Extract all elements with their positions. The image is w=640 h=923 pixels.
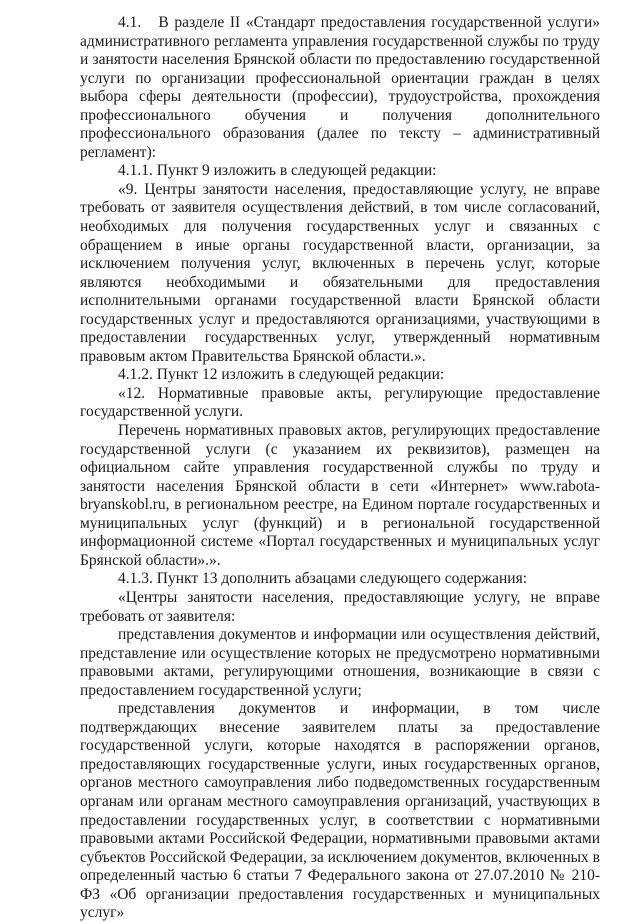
paragraph-legal-acts-list: Перечень нормативных правовых актов, регулирующих предоставление государственной услуги (с указанием их реквизитов), размещен на официальном сайте управления государственной службы по труду и занятости населения Брянской области в сети «Интернет» www.rabota-bryanskobl.ru, в региональном реестре, на Едином портале государственных и муниципальных услуг (функций) и в региональной государственной информационной системе «Портал государственных и муниципальных услуг Брянской области».». bbox=[80, 422, 600, 569]
paragraph-4-1-3-heading: 4.1.3. Пункт 13 дополнить абзацами следующего содержания: bbox=[118, 570, 528, 588]
paragraph-4-1-2-heading: 4.1.2. Пункт 12 изложить в следующей редакции: bbox=[118, 366, 445, 384]
paragraph-point-13-intro: «Центры занятости населения, предоставляющие услугу, не вправе требовать от заявителя: bbox=[80, 588, 600, 625]
document-page bbox=[80, 14, 600, 923]
paragraph-point-13-item-2: представления документов и информации, в том числе подтверждающих внесение заявителем платы за предоставление государственной услуги, которые находятся в распоряжении органов, предоставляющих государственные услуги, иных государственных органов, органов местного самоуправления либо подведомственных государственным органам или органам местного самоуправления организаций, участвующих в предоставлении государственных услуг, в соответствии с нормативными правовыми актами Российской Федерации, нормативными правовыми актами субъектов Российской Федерации, за исключением документов, включенных в определенный частью 6 статьи 7 Федерального закона от 27.07.2010 № 210-ФЗ «Об организации предоставления государственных и муниципальных услуг» bbox=[80, 700, 600, 922]
paragraph-4-1-1-heading: 4.1.1. Пункт 9 изложить в следующей редакции: bbox=[118, 162, 437, 180]
paragraph-point-13-item-1: представления документов и информации или осуществления действий, представление или осуществление которых не предусмотрено нормативными правовыми актами, регулирующими отношения, возникающие в связи с предоставлением государственной услуги; bbox=[80, 626, 600, 699]
paragraph-point-9: «9. Центры занятости населения, предоставляющие услугу, не вправе требовать от заявителя осуществления действий, в том числе согласований, необходимых для получения государственных услуг и связанных с обращением в иные органы государственной власти, организации, за исключением получения услуг, включенных в перечень услуг, которые являются необходимыми и обязательными для предоставления исполнительными органами государственной власти Брянской области государственных услуг и предоставляются организациями, участвующими в предоставлении государственных услуг, утвержденный нормативным правовым актом Правительства Брянской области.». bbox=[80, 180, 600, 365]
paragraph-section-4-1: 4.1. В разделе II «Стандарт предоставления государственной услуги» административного регламента управления государственной службы по труду и занятости населения Брянской области по предоставлению государственной услуги по организации профессиональной ориентации граждан в целях выбора сферы деятельности (профессии), трудоустройства, прохождения профессионального обучения и получения дополнительного профессионального образования (далее по тексту – административный регламент): bbox=[80, 14, 600, 161]
paragraph-point-12: «12. Нормативные правовые акты, регулирующие предоставление государственной услуги. bbox=[80, 384, 600, 421]
